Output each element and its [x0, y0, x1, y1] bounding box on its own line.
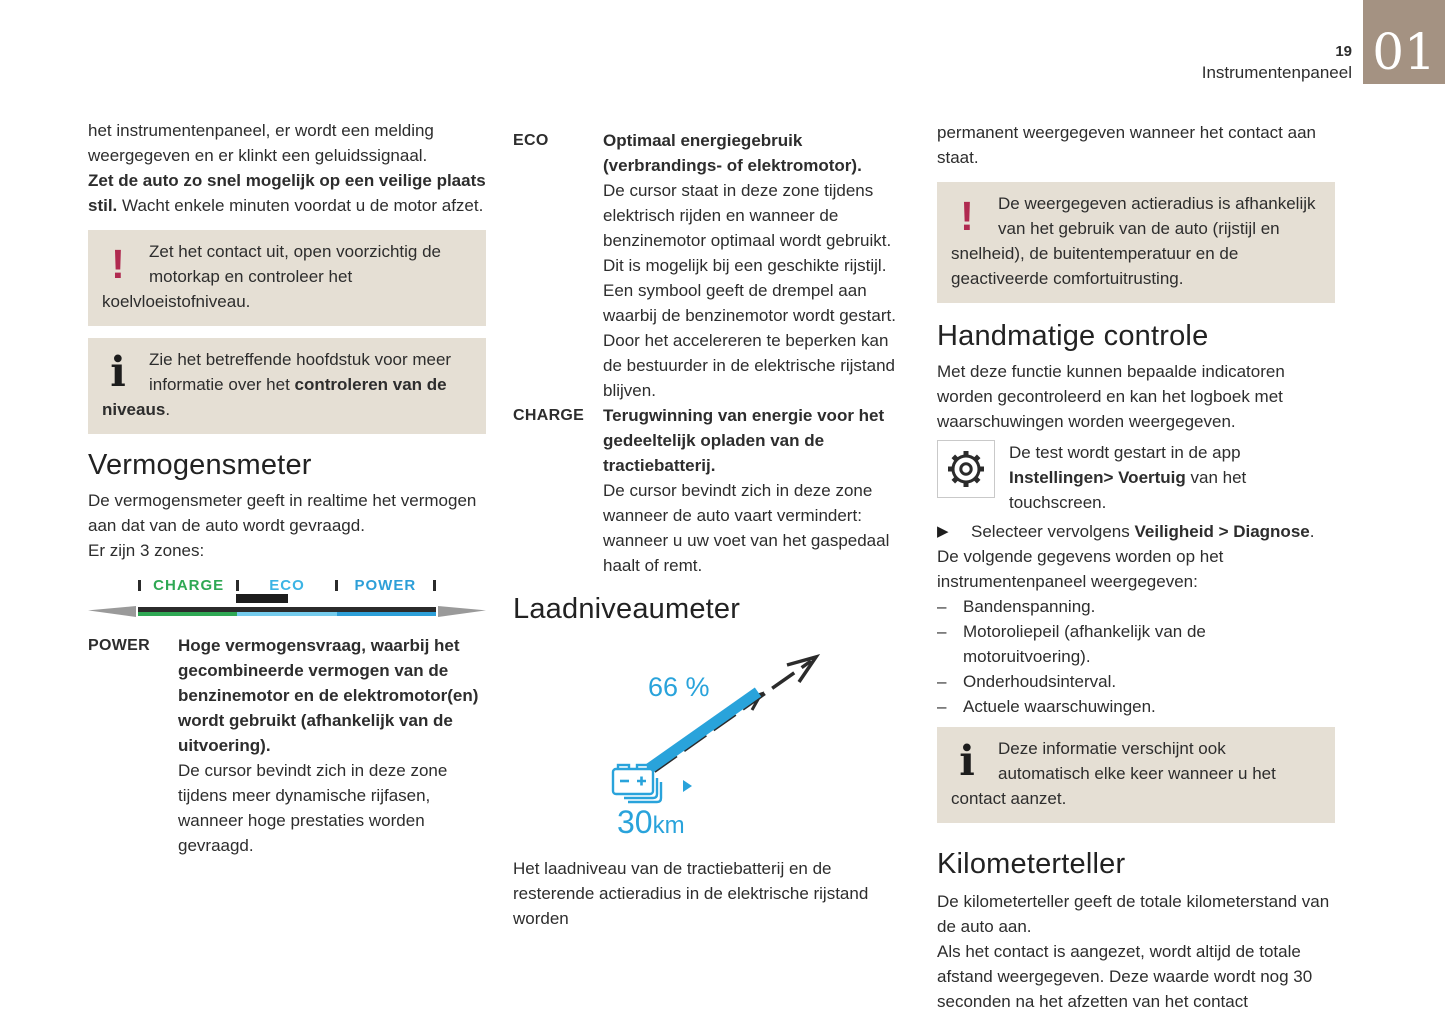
info-box	[88, 338, 486, 434]
settings-text-post: van het touchscreen.	[1009, 468, 1247, 512]
list-item	[937, 694, 1335, 719]
range-value: 30	[617, 804, 653, 840]
power-gauge-figure	[88, 571, 486, 621]
step-text-pre: Selecteer vervolgens	[971, 522, 1135, 541]
section-title-laadniveaumeter: Laadniveaumeter	[513, 593, 741, 625]
power-definition	[88, 633, 486, 858]
gauge-zone-eco: ECO	[269, 577, 305, 594]
charge-description-bold: Terugwinning van energie voor het gedeeltelijk opladen van de tractiebatterij.	[603, 406, 885, 475]
gear-icon	[946, 449, 986, 489]
page-header	[1202, 42, 1352, 84]
left-column	[88, 118, 486, 858]
intro-text-1: het instrumentenpaneel, er wordt een melding weergegeven en er klinkt een geluidssignaal.	[88, 121, 434, 165]
zones-intro: Er zijn 3 zones:	[88, 541, 205, 560]
info-text-post: .	[165, 400, 171, 419]
power-description-bold: Hoge vermogensvraag, waarbij het gecombineerde vermogen van de benzinemotor en de elektromotor(en) wordt gebruikt (afhankelijk van de uitvoering).	[178, 636, 479, 755]
kilometerteller-text-2: Als het contact is aangezet, wordt altijd de totale afstand weergegeven. Deze waarde wordt nog 30 seconden na het afzetten van het contact	[937, 942, 1313, 1011]
eco-term: ECO	[513, 132, 549, 149]
range-label	[617, 802, 685, 848]
info-text-bold: controleren van de niveaus	[102, 375, 447, 419]
charge-level-figure	[513, 634, 911, 848]
charge-level-graphic	[513, 634, 911, 848]
list-item-text: Motoroliepeil (afhankelijk van de motoruitvoering).	[963, 622, 1206, 666]
info-box-contact	[937, 727, 1335, 823]
settings-app-text	[1009, 440, 1335, 515]
gauge-cursor	[236, 594, 288, 603]
range-unit: km	[652, 812, 685, 839]
gauge-left-needle	[88, 606, 136, 617]
gauge-segment-charge	[138, 607, 237, 616]
step-text	[971, 519, 1314, 544]
play-triangle-icon	[683, 780, 692, 792]
eco-description-text: De cursor staat in deze zone tijdens elektrisch rijden en wanneer de benzinemotor optimaal wordt gebruikt. Dit is mogelijk bij een geschikte rijstijl. Een symbool geeft de drempel aan waarbij de benzinemotor wordt gestart. Door het accelereren te beperken kan de bestuurder in de elektrische rijstand blijven.	[603, 181, 896, 400]
charge-definition	[513, 403, 911, 578]
gauge-arrow-head-icon	[787, 657, 816, 682]
gauge-zone-charge: CHARGE	[153, 577, 225, 594]
list-item	[937, 669, 1335, 694]
warning-icon: !	[960, 193, 974, 239]
list-bullet: –	[937, 672, 947, 691]
eco-description	[603, 128, 911, 403]
info-text-pre: Zie het betreffende hoofdstuk voor meer informatie over het	[149, 350, 452, 394]
page-number: 19	[1335, 43, 1352, 60]
info-contact-text: Deze informatie verschijnt ook automatisch elke keer wanneer u het contact aanzet.	[951, 739, 1276, 808]
list-item	[937, 594, 1335, 619]
section-title-handmatige-controle: Handmatige controle	[937, 320, 1209, 352]
power-description-text: De cursor bevindt zich in deze zone tijdens meer dynamische rijfasen, wanneer hoge prestaties worden gevraagd.	[178, 761, 448, 855]
info-icon: i	[959, 737, 975, 785]
kilometerteller-text-1: De kilometerteller geeft de totale kilometerstand van de auto aan.	[937, 892, 1330, 936]
laadniveau-paragraph: Het laadniveau van de tractiebatterij en de resterende actieradius in de elektrische rijstand worden	[513, 859, 869, 928]
intro-paragraph	[88, 118, 486, 218]
list-item	[937, 619, 1335, 669]
section-title-kilometerteller: Kilometerteller	[937, 848, 1126, 880]
warning-text: Zet het contact uit, open voorzichtig de motorkap en controleer het koelvloeistofniveau.	[102, 242, 442, 311]
gauge-right-needle	[438, 606, 486, 617]
gauge-zone-power: POWER	[354, 577, 417, 594]
charge-term: CHARGE	[513, 407, 585, 424]
settings-text-bold: Instellingen> Voertuig	[1009, 468, 1186, 487]
right-column	[937, 120, 1335, 1014]
settings-text-pre: De test wordt gestart in de app	[1009, 443, 1241, 462]
settings-app-row	[937, 440, 1335, 515]
step-row	[937, 519, 1335, 544]
list-bullet: –	[937, 622, 947, 641]
warning-box-actieradius	[937, 182, 1335, 303]
charge-level-bar	[633, 692, 758, 780]
charge-description	[603, 403, 911, 578]
warning-box	[88, 230, 486, 326]
eco-description-bold: Optimaal energiegebruik (verbrandings- of elektromotor).	[603, 131, 862, 175]
vermogensmeter-paragraph	[88, 488, 486, 563]
gegevens-paragraph: De volgende gegevens worden op het instrumentenpaneel weergegeven:	[937, 547, 1224, 591]
power-term: POWER	[88, 637, 150, 654]
intro-bold: Zet de auto zo snel mogelijk op een veilige plaats stil.	[88, 171, 486, 215]
charge-description-text: De cursor bevindt zich in deze zone wanneer de auto vaart vermindert: wanneer u uw voet van het gaspedaal haalt of remt.	[603, 481, 890, 575]
step-text-post: .	[1309, 522, 1315, 541]
step-arrow-icon: ▶	[937, 523, 949, 540]
intro-text-2: Wacht enkele minuten voordat u de motor afzet.	[122, 196, 484, 215]
power-description	[178, 633, 486, 858]
eco-definition	[513, 128, 911, 403]
section-title-vermogensmeter: Vermogensmeter	[88, 449, 312, 481]
info-icon: i	[110, 348, 126, 396]
handmatige-controle-paragraph: Met deze functie kunnen bepaalde indicatoren worden gecontroleerd en kan het logboek met waarschuwingen worden weergegeven.	[937, 362, 1285, 431]
list-item-text: Bandenspanning.	[963, 597, 1096, 616]
settings-app-tile	[937, 440, 995, 498]
charge-percent-label: 66 %	[648, 672, 710, 702]
battery-icon	[613, 765, 661, 802]
kilometerteller-paragraph	[937, 889, 1335, 1014]
gauge-tick	[433, 580, 436, 591]
list-bullet: –	[937, 697, 947, 716]
list-bullet: –	[937, 597, 947, 616]
step-text-bold: Veiligheid > Diagnose	[1134, 522, 1310, 541]
gauge-bar	[138, 607, 436, 616]
list-item-text: Actuele waarschuwingen.	[963, 697, 1156, 716]
middle-column	[513, 128, 911, 931]
right-intro-paragraph: permanent weergegeven wanneer het contact aan staat.	[937, 123, 1316, 167]
warning-actieradius-text: De weergegeven actieradius is afhankelijk van het gebruik van de auto (rijstijl en snelheid), de buitentemperatuur en de geactiveerde comfortuitrusting.	[951, 194, 1316, 288]
vermogensmeter-text: De vermogensmeter geeft in realtime het vermogen aan dat van de auto wordt gevraagd.	[88, 491, 477, 535]
gegevens-list	[937, 594, 1335, 719]
chapter-tab: 01	[1363, 0, 1445, 84]
page-title: Instrumentenpaneel	[1201, 63, 1352, 82]
gauge-segment-power	[337, 607, 436, 616]
warning-icon: !	[111, 241, 125, 287]
list-item-text: Onderhoudsinterval.	[963, 672, 1117, 691]
gauge-segment-eco	[237, 607, 336, 616]
